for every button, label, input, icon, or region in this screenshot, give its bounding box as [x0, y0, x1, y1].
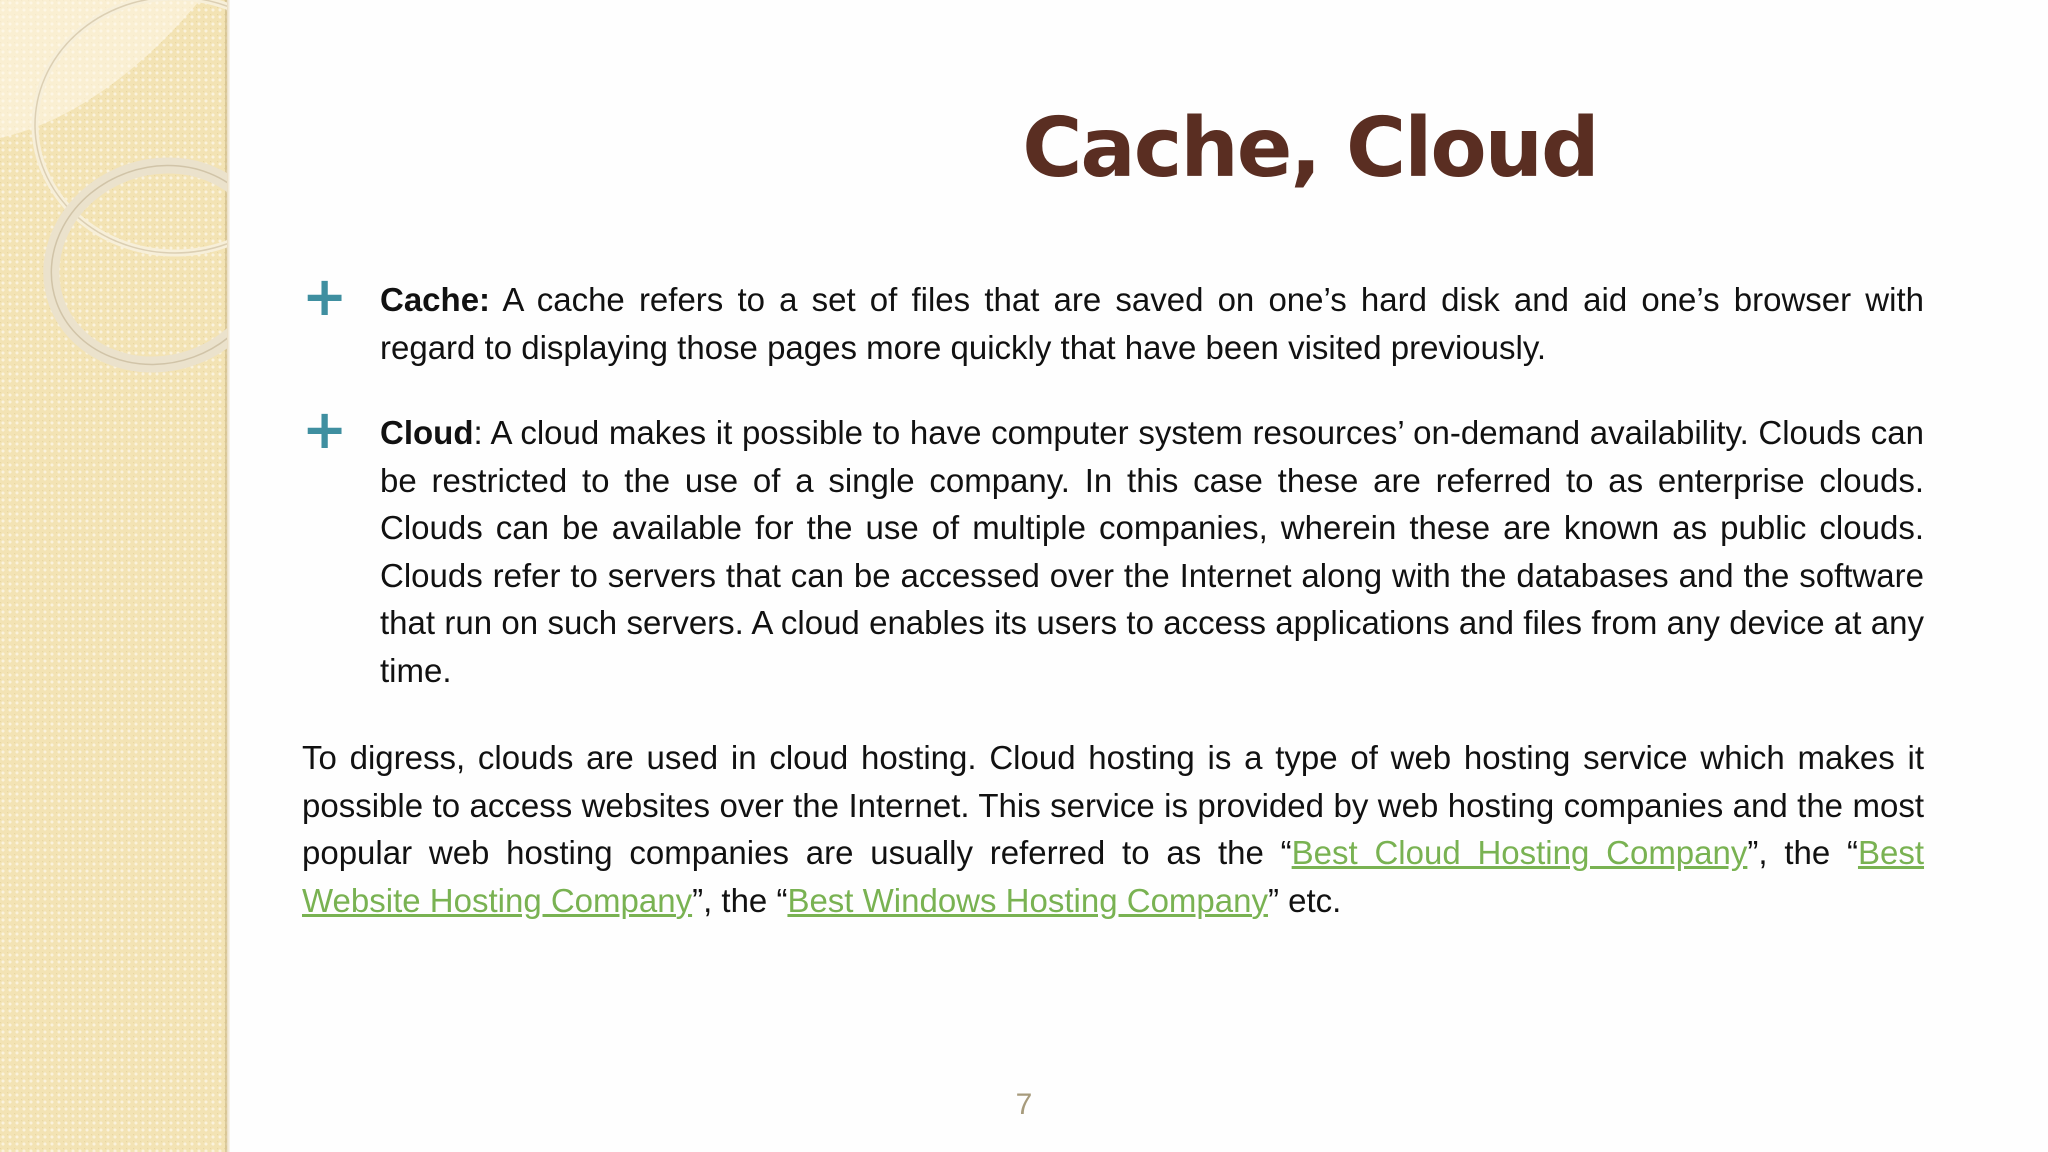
- decorative-rings: [0, 0, 228, 400]
- bullet-text: : A cloud makes it possible to have computer system resources’ on-demand availability. Clouds can be restricted to the use of a single company. In this case these are referred to as enterprise clouds. Clouds can be available for the use of multiple companies, wherein these are known as public clouds. Clouds refer to servers that can be accessed over the Internet along with the databases and the software that run on such servers. A cloud enables its users to access applications and files from any device at any time.: [380, 414, 1924, 689]
- link-best-windows-hosting[interactable]: Best Windows Hosting Company: [787, 881, 1268, 919]
- link-best-cloud-hosting[interactable]: Best Cloud Hosting Company: [1291, 834, 1748, 871]
- bullet-term: Cache:: [380, 281, 491, 318]
- link-best-website-hosting[interactable]: Best Website Hosting Company: [302, 834, 1925, 919]
- plus-bullet-icon: +: [302, 265, 348, 328]
- title-container: [760, 100, 1860, 198]
- page-number: 7: [1015, 1088, 1033, 1121]
- paragraph-separator: ”, the “: [692, 881, 788, 919]
- plus-bullet-icon: +: [302, 398, 348, 461]
- decorative-sidebar: [0, 0, 227, 1152]
- slide-body: [302, 265, 1925, 924]
- paragraph-outro: ” etc.: [1267, 881, 1342, 919]
- slide-title: Cache, Cloud: [1022, 101, 1598, 196]
- paragraph-intro: To digress, clouds are used in cloud hosting. Cloud hosting is a type of web hosting service which makes it possible to access websites over the Internet. This service is provided by web hosting companies and the most popular web hosting companies are usually referred to as the “: [302, 739, 1924, 871]
- bullet-item-cloud: [302, 398, 1924, 694]
- bullet-item-cache: [302, 265, 1924, 371]
- sidebar-edge: [227, 0, 230, 1152]
- bullet-term: Cloud: [380, 414, 474, 451]
- bullet-text: A cache refers to a set of files that are saved on one’s hard disk and aid one’s browser with regard to displaying those pages more quickly that have been visited previously.: [380, 281, 1924, 366]
- paragraph-separator: ”, the “: [1747, 834, 1858, 871]
- hosting-paragraph: [302, 734, 1924, 924]
